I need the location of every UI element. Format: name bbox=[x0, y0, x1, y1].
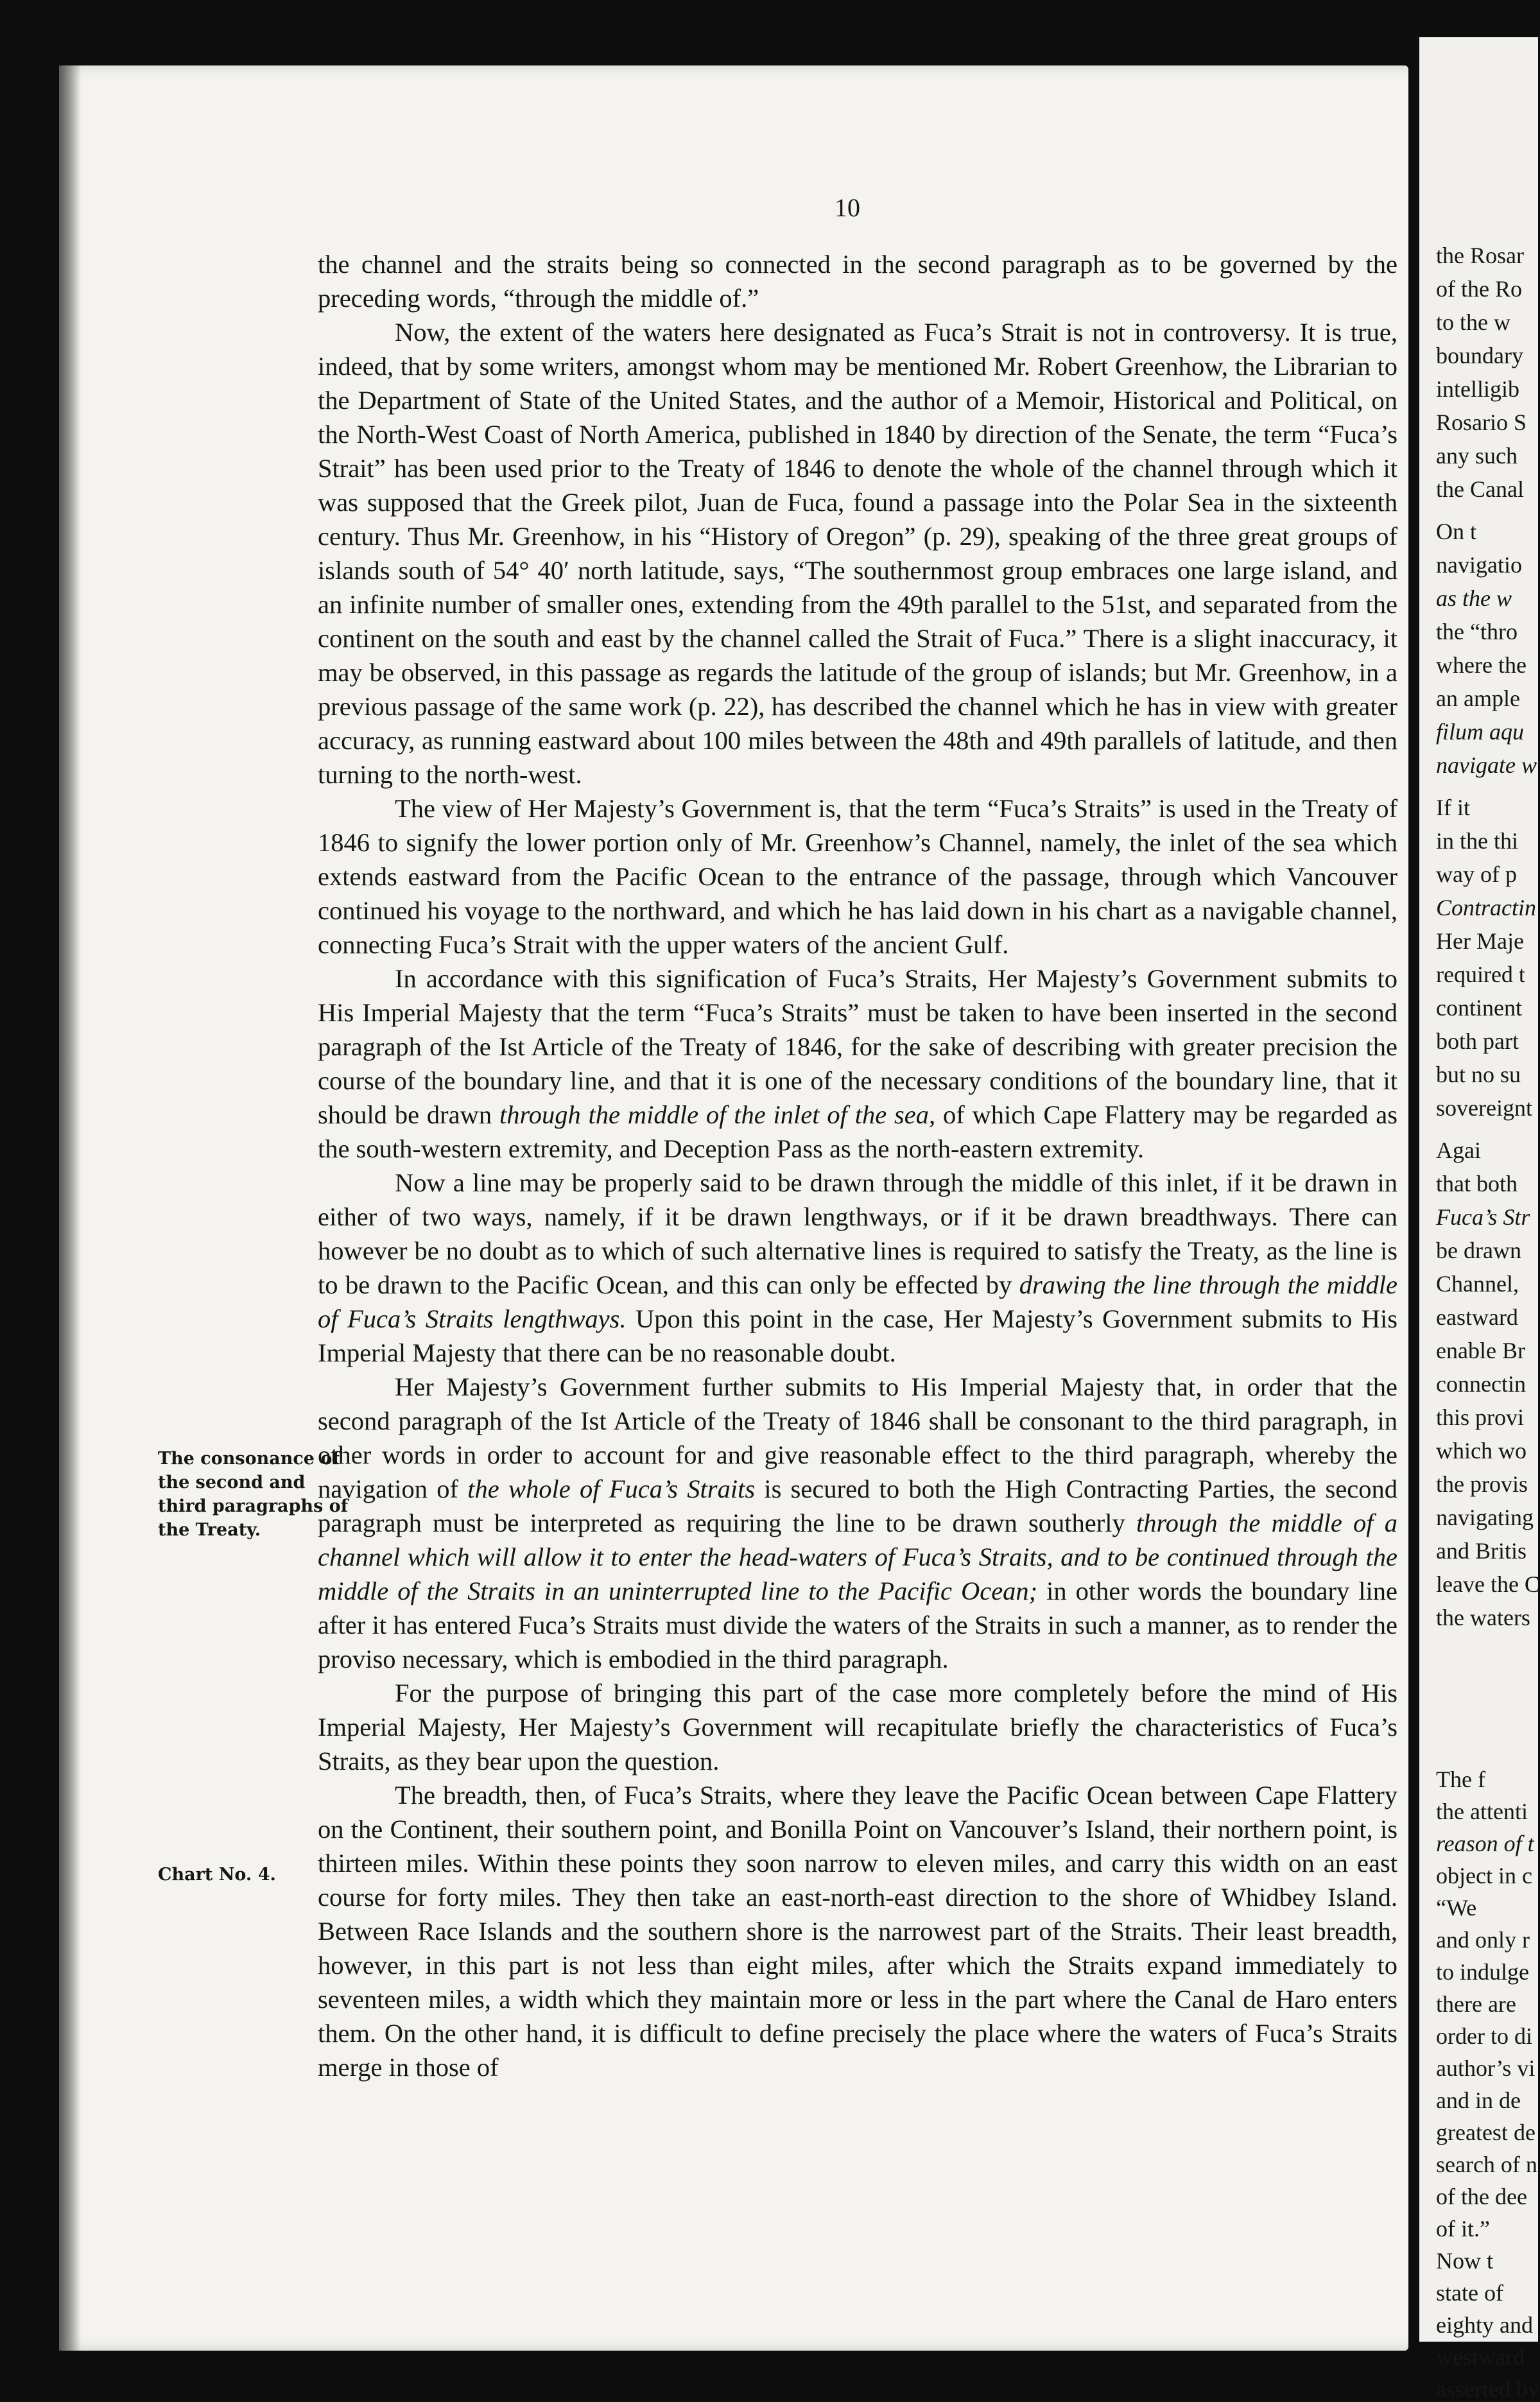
next-page-line: greatest de bbox=[1436, 2120, 1536, 2145]
next-page-line: that both bbox=[1436, 1171, 1518, 1197]
margin-note-consonance: The consonance of the second and third paragraphs of the Treaty. bbox=[158, 1449, 349, 1540]
next-page-line: order to di bbox=[1436, 2023, 1532, 2049]
next-page-line: Contractin bbox=[1436, 895, 1537, 920]
text-run: In accordance with this signification of Fuca’s Straits, Her Majesty’s Government submits to His Imperial Majesty that the term “Fuca’s Straits” must be taken to have been inserted in the second paragraph of the Ist Article of the Treaty of 1846, for the sake of describing with greater precision the course of the boundary line, and that it is one of the necessary conditions of the boundary line, that it should be drawn bbox=[318, 964, 1397, 1129]
paragraph-continuation: the channel and the straits being so connected in the second paragraph as to be governed by the preceding words, “through the middle of.” bbox=[318, 250, 1397, 313]
next-page-line: reason of t bbox=[1436, 1831, 1534, 1856]
paragraph-recapitulate: For the purpose of bringing this part of the case more completely before the mind of His Imperial Majesty, Her Majesty’s Government will recapitulate briefly the characteristics of Fuca’s Straits, as they bear upon the question. bbox=[318, 1679, 1397, 1776]
next-page-line: The f bbox=[1436, 1767, 1485, 1792]
next-page-line: and only r bbox=[1436, 1927, 1530, 1953]
next-page-line: the provis bbox=[1436, 1471, 1528, 1497]
next-page-line: eastward bbox=[1436, 1304, 1518, 1330]
next-page-line: sovereignt bbox=[1436, 1095, 1532, 1121]
next-page-line: to the w bbox=[1436, 309, 1510, 335]
next-page-line: intelligib bbox=[1436, 376, 1519, 402]
next-page-line: be drawn bbox=[1436, 1238, 1521, 1263]
next-page-line: Now t bbox=[1436, 2248, 1493, 2274]
text-run: Her Majesty’s Government further submits to His Imperial Majesty that, in order that the second paragraph of the Ist Article of the Treaty of 1846 shall be consonant to the third paragraph, in other words in order to account for and give reasonable effect to the third paragraph, whereby the navigation of bbox=[318, 1372, 1397, 1503]
margin-note-chart: Chart No. 4. bbox=[158, 1865, 276, 1885]
next-page-line: author’s vi bbox=[1436, 2055, 1536, 2081]
next-page-line: filum aqu bbox=[1436, 719, 1525, 745]
next-page-line: both part bbox=[1436, 1028, 1519, 1054]
next-page-line: boundary bbox=[1436, 343, 1523, 368]
next-page-line: state of bbox=[1436, 2280, 1503, 2306]
next-page-line: the “thro bbox=[1436, 619, 1518, 644]
next-page-line: the Canal bbox=[1436, 476, 1524, 502]
next-page-line: but no su bbox=[1436, 1062, 1521, 1087]
next-page-line: If it bbox=[1436, 795, 1470, 820]
page-gutter-shadow bbox=[59, 65, 81, 2351]
body-text bbox=[318, 247, 1397, 2084]
text-run: Now a line may be properly said to be drawn through the middle of this inlet, if it be drawn in either of two ways, namely, if it be drawn lengthways, or if it be drawn breadthways. There can however be no doubt as to which of such alternative lines is required to satisfy the Treaty, as the line is to be drawn to the Pacific Ocean, and this can only be effected by bbox=[318, 1168, 1397, 1299]
next-page-line: any such bbox=[1436, 443, 1518, 469]
next-page-line: westward bbox=[1436, 2344, 1525, 2370]
italic-run: through the middle of the inlet of the sea, bbox=[499, 1100, 936, 1129]
next-page-line: Channel, bbox=[1436, 1271, 1519, 1297]
next-page-line: Fuca’s Str bbox=[1436, 1204, 1530, 1230]
paragraph-breadth: The breadth, then, of Fuca’s Straits, where they leave the Pacific Ocean between Cape Flattery on the Continent, their southern point, and Bonilla Point on Vancouver’s Island, their northern point, is thirteen miles. Within these points they soon narrow to eleven miles, and carry this width on an east course for forty miles. They then take an east-north-east direction to the shore of Whidbey Island. Between Race Islands and the southern shore is the narrowest part of the Straits. Their least breadth, however, in this part is not less than eight miles, after which the Straits expand immediately to seventeen miles, a width which they maintain more or less in the part where the Canal de Haro enters them. On the other hand, it is difficult to define precisely the place where the waters of Fuca’s Straits merge in those of bbox=[318, 1781, 1397, 2082]
next-page-line: this provi bbox=[1436, 1404, 1525, 1430]
italic-run: drawing the line through the middle of Fuca’s Straits lengthways. bbox=[318, 1270, 1398, 1333]
next-page-line: and in de bbox=[1436, 2087, 1521, 2113]
italic-run: the whole of Fuca’s Straits bbox=[467, 1474, 756, 1503]
next-page-line: and Britis bbox=[1436, 1538, 1527, 1564]
text-run: Upon this point in the case, Her Majesty’s Government submits to His Imperial Majesty that there can be no reasonable doubt. bbox=[318, 1304, 1397, 1367]
next-page-line: way of p bbox=[1436, 861, 1517, 887]
next-page-line: leave the C bbox=[1436, 1571, 1540, 1597]
next-page-line: which wo bbox=[1436, 1438, 1527, 1464]
next-page-line: of it.” bbox=[1436, 2216, 1490, 2242]
next-page-line: there are bbox=[1436, 1991, 1516, 2017]
next-page-line: enable Br bbox=[1436, 1338, 1525, 1363]
next-page-line: navigate w bbox=[1436, 752, 1537, 778]
next-page-line: of the dee bbox=[1436, 2184, 1527, 2209]
next-page-line: in the thi bbox=[1436, 828, 1518, 854]
text-run: is secured to both the High Contracting Parties, the second paragraph must be interpreted as requiring the line to be drawn southerly bbox=[318, 1474, 1397, 1537]
next-page-line: Rosario S bbox=[1436, 410, 1527, 435]
next-page-line: of the Ro bbox=[1436, 276, 1522, 302]
next-page-line: connectin bbox=[1436, 1371, 1526, 1397]
paragraph-consonance bbox=[318, 1370, 1397, 1676]
next-page-line: navigatio bbox=[1436, 552, 1522, 578]
next-page-line: navigating bbox=[1436, 1505, 1534, 1530]
page-number: 10 bbox=[835, 193, 860, 222]
next-page-line: search of n bbox=[1436, 2152, 1537, 2177]
next-page-line: required t bbox=[1436, 962, 1525, 987]
next-page-line: to indulge bbox=[1436, 1959, 1529, 1985]
text-run: of which Cape Flattery may be regarded as the south-western extremity, and Deception Pass as the north-eastern extremity. bbox=[318, 1100, 1398, 1163]
next-page-line: object in c bbox=[1436, 1863, 1532, 1888]
paragraph-signification bbox=[318, 962, 1397, 1166]
next-page-line: continent bbox=[1436, 995, 1522, 1021]
next-page-line: the Rosar bbox=[1436, 243, 1524, 268]
next-page-line: the attenti bbox=[1436, 1799, 1528, 1824]
text-run: in other words the boundary line after it has entered Fuca’s Straits must divide the waters of the Straits in such a manner, as to render the proviso necessary, which is embodied in the third paragraph. bbox=[318, 1577, 1397, 1673]
next-page-line: Her Maje bbox=[1436, 928, 1524, 954]
paragraph-extent-of-waters: Now, the extent of the waters here designated as Fuca’s Strait is not in controversy. It is true, indeed, that by some writers, amongst whom may be mentioned Mr. Robert Greenhow, the Librarian to the Department of State of the United States, and the author of a Memoir, Historical and Political, on the North-West Coast of North America, published in 1840 by direction of the Senate, the term “Fuca’s Strait” has been used prior to the Treaty of 1846 to denote the whole of the channel through which it was supposed that the Greek pilot, Juan de Fuca, found a passage into the Polar Sea in the sixteenth century. Thus Mr. Greenhow, in his “History of Oregon” (p. 29), speaking of the three great groups of islands south of 54° 40′ north latitude, says, “The southernmost group embraces one large island, and an infinite number of smaller ones, extending from the 49th parallel to the 51st, and separated from the continent on the south and east by the channel called the Strait of Fuca.” There is a slight inaccuracy, it may be observed, in this passage as regards the latitude of the group of islands; but Mr. Greenhow, in a previous passage of the same work (p. 22), has described the channel which he has in view with greater accuracy, as running eastward about 100 miles between the 48th and 49th parallels of latitude, and then turning to the north-west. bbox=[318, 318, 1397, 789]
paragraph-view-of-government: The view of Her Majesty’s Government is, that the term “Fuca’s Straits” is used in the Treaty of 1846 to signify the lower portion only of Mr. Greenhow’s Channel, namely, the inlet of the sea which extends eastward from the Pacific Ocean to the entrance of the passage, through which Vancouver continued his voyage to the northward, and which he has laid down in his chart as a navigable channel, connecting Fuca’s Strait with the upper waters of the ancient Gulf. bbox=[318, 794, 1397, 959]
next-page-line: Agai bbox=[1436, 1137, 1481, 1163]
next-page-edge bbox=[1419, 37, 1540, 2402]
next-page-line: as the w bbox=[1436, 585, 1512, 611]
next-page-line: “We bbox=[1436, 1895, 1477, 1921]
next-page-line: where the bbox=[1436, 652, 1527, 678]
next-page-line: an ample bbox=[1436, 686, 1520, 711]
paragraph-line-drawn bbox=[318, 1166, 1397, 1370]
italic-run: through the middle of a channel which will allow it to enter the head-waters of Fuca’s Straits, and to be continued through the middle of the Straits in an uninterrupted line to the Pacific Ocean; bbox=[318, 1508, 1398, 1605]
next-page-line: asserted by bbox=[1436, 2376, 1539, 2402]
next-page-line: the waters bbox=[1436, 1605, 1530, 1630]
next-page-line: eighty and bbox=[1436, 2312, 1533, 2338]
next-page-line: On t bbox=[1436, 519, 1476, 544]
